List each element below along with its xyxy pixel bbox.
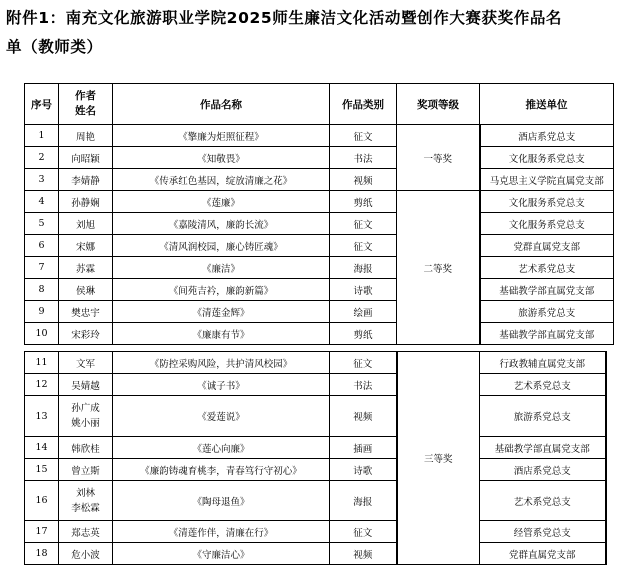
cell-author: 宋娜 [59,235,113,257]
cell-category: 剪纸 [330,323,397,345]
cell-author: 吴婧越 [59,374,113,396]
cell-category: 视频 [330,169,397,191]
cell-author: 李婧静 [59,169,113,191]
table-row [25,459,606,481]
cell-category: 征文 [330,125,397,147]
cell-author: 向昭颖 [59,147,113,169]
cell-unit: 经管系党总支 [480,521,606,543]
cell-unit: 党群直属党支部 [480,543,606,565]
cell-unit: 基础教学部直属党支部 [480,279,614,301]
cell-no: 7 [25,257,59,279]
cell-author: 曾立斯 [59,459,113,481]
title-line-2: 单（教师类） [6,38,103,56]
cell-no: 11 [25,352,59,374]
cell-category: 书法 [330,374,397,396]
cell-unit: 党群直属党支部 [480,235,614,257]
award-third: 三等奖 [397,352,480,565]
award-first: 一等奖 [397,125,480,191]
table-row [25,301,614,323]
header-author: 作者 姓名 [59,84,113,125]
cell-no: 10 [25,323,59,345]
cell-no: 15 [25,459,59,481]
cell-author: 孙静娴 [59,191,113,213]
title-line-1: 附件1：南充文化旅游职业学院2025师生廉洁文化活动暨创作大赛获奖作品名 [6,9,563,27]
award-table-top [24,83,614,345]
cell-no: 1 [25,125,59,147]
cell-work: 《诚子书》 [113,374,330,396]
cell-category: 征文 [330,521,397,543]
cell-work: 《知敬畏》 [113,147,330,169]
table-row [25,481,606,521]
table-row [25,323,614,345]
table-row [25,543,606,565]
table-row [25,257,614,279]
cell-unit: 文化服务系党总支 [480,191,614,213]
cell-category: 绘画 [330,301,397,323]
cell-unit: 基础教学部直属党支部 [480,323,614,345]
header-category: 作品类别 [330,84,397,125]
cell-work: 《廉韵铸魂育桃李，青春笃行守初心》 [113,459,330,481]
award-second: 二等奖 [397,191,480,345]
table-row [25,352,606,374]
cell-work: 《守廉洁心》 [113,543,330,565]
cell-category: 海报 [330,481,397,521]
cell-no: 16 [25,481,59,521]
cell-category: 征文 [330,235,397,257]
cell-work: 《廉洁》 [113,257,330,279]
cell-work: 《传承红色基因，绽放清廉之花》 [113,169,330,191]
cell-unit: 酒店系党总支 [480,125,614,147]
cell-author: 危小波 [59,543,113,565]
cell-work: 《防控采购风险，共护清风校园》 [113,352,330,374]
cell-work: 《擎廉为炬照征程》 [113,125,330,147]
table-row [25,279,614,301]
table-row [25,396,606,437]
cell-category: 征文 [330,352,397,374]
table-row [25,437,606,459]
cell-work: 《清风润校园，廉心铸匠魂》 [113,235,330,257]
cell-work: 《清莲作伴，清廉在行》 [113,521,330,543]
cell-category: 书法 [330,147,397,169]
cell-category: 征文 [330,213,397,235]
cell-no: 13 [25,396,59,437]
cell-no: 3 [25,169,59,191]
cell-no: 6 [25,235,59,257]
cell-work: 《爱莲说》 [113,396,330,437]
cell-category: 剪纸 [330,191,397,213]
cell-no: 9 [25,301,59,323]
cell-author: 韩欣桂 [59,437,113,459]
cell-work: 《间苑吉衿，廉韵新篇》 [113,279,330,301]
cell-no: 8 [25,279,59,301]
cell-category: 诗歌 [330,459,397,481]
cell-unit: 文化服务系党总支 [480,147,614,169]
table-row [25,191,614,213]
cell-unit: 旅游系党总支 [480,396,606,437]
cell-unit: 艺术系党总支 [480,257,614,279]
cell-category: 海报 [330,257,397,279]
cell-author: 孙广成 姚小丽 [59,396,113,437]
header-level: 奖项等级 [397,84,480,125]
cell-author: 刘林 李松霖 [59,481,113,521]
cell-author: 刘旭 [59,213,113,235]
cell-no: 14 [25,437,59,459]
table-row [25,169,614,191]
cell-no: 2 [25,147,59,169]
cell-work: 《嘉陵清风，廉韵长流》 [113,213,330,235]
cell-no: 12 [25,374,59,396]
cell-work: 《莲心向廉》 [113,437,330,459]
cell-author: 郑志英 [59,521,113,543]
table-row [25,521,606,543]
table-header-row [25,84,614,125]
header-no: 序号 [25,84,59,125]
cell-work: 《廉康有节》 [113,323,330,345]
cell-unit: 马克思主义学院直属党支部 [480,169,614,191]
award-table-bottom [24,351,607,565]
cell-category: 插画 [330,437,397,459]
table-row [25,213,614,235]
cell-author: 苏霖 [59,257,113,279]
cell-unit: 行政教辅直属党支部 [480,352,606,374]
cell-no: 4 [25,191,59,213]
cell-no: 18 [25,543,59,565]
cell-work: 《清莲金辉》 [113,301,330,323]
table-row [25,235,614,257]
table-row [25,125,614,147]
table-row [25,147,614,169]
cell-author: 文军 [59,352,113,374]
cell-work: 《陶母退鱼》 [113,481,330,521]
table-row [25,374,606,396]
cell-category: 诗歌 [330,279,397,301]
document-title [6,4,618,62]
cell-author: 樊忠宇 [59,301,113,323]
cell-unit: 酒店系党总支 [480,459,606,481]
cell-work: 《莲廉》 [113,191,330,213]
cell-category: 视频 [330,543,397,565]
cell-unit: 文化服务系党总支 [480,213,614,235]
cell-no: 5 [25,213,59,235]
header-unit: 推送单位 [480,84,614,125]
cell-author: 周艳 [59,125,113,147]
cell-unit: 艺术系党总支 [480,374,606,396]
cell-author: 侯琳 [59,279,113,301]
cell-unit: 基础教学部直属党支部 [480,437,606,459]
cell-no: 17 [25,521,59,543]
cell-author: 宋彩玲 [59,323,113,345]
cell-unit: 艺术系党总支 [480,481,606,521]
cell-category: 视频 [330,396,397,437]
cell-unit: 旅游系党总支 [480,301,614,323]
header-work: 作品名称 [113,84,330,125]
